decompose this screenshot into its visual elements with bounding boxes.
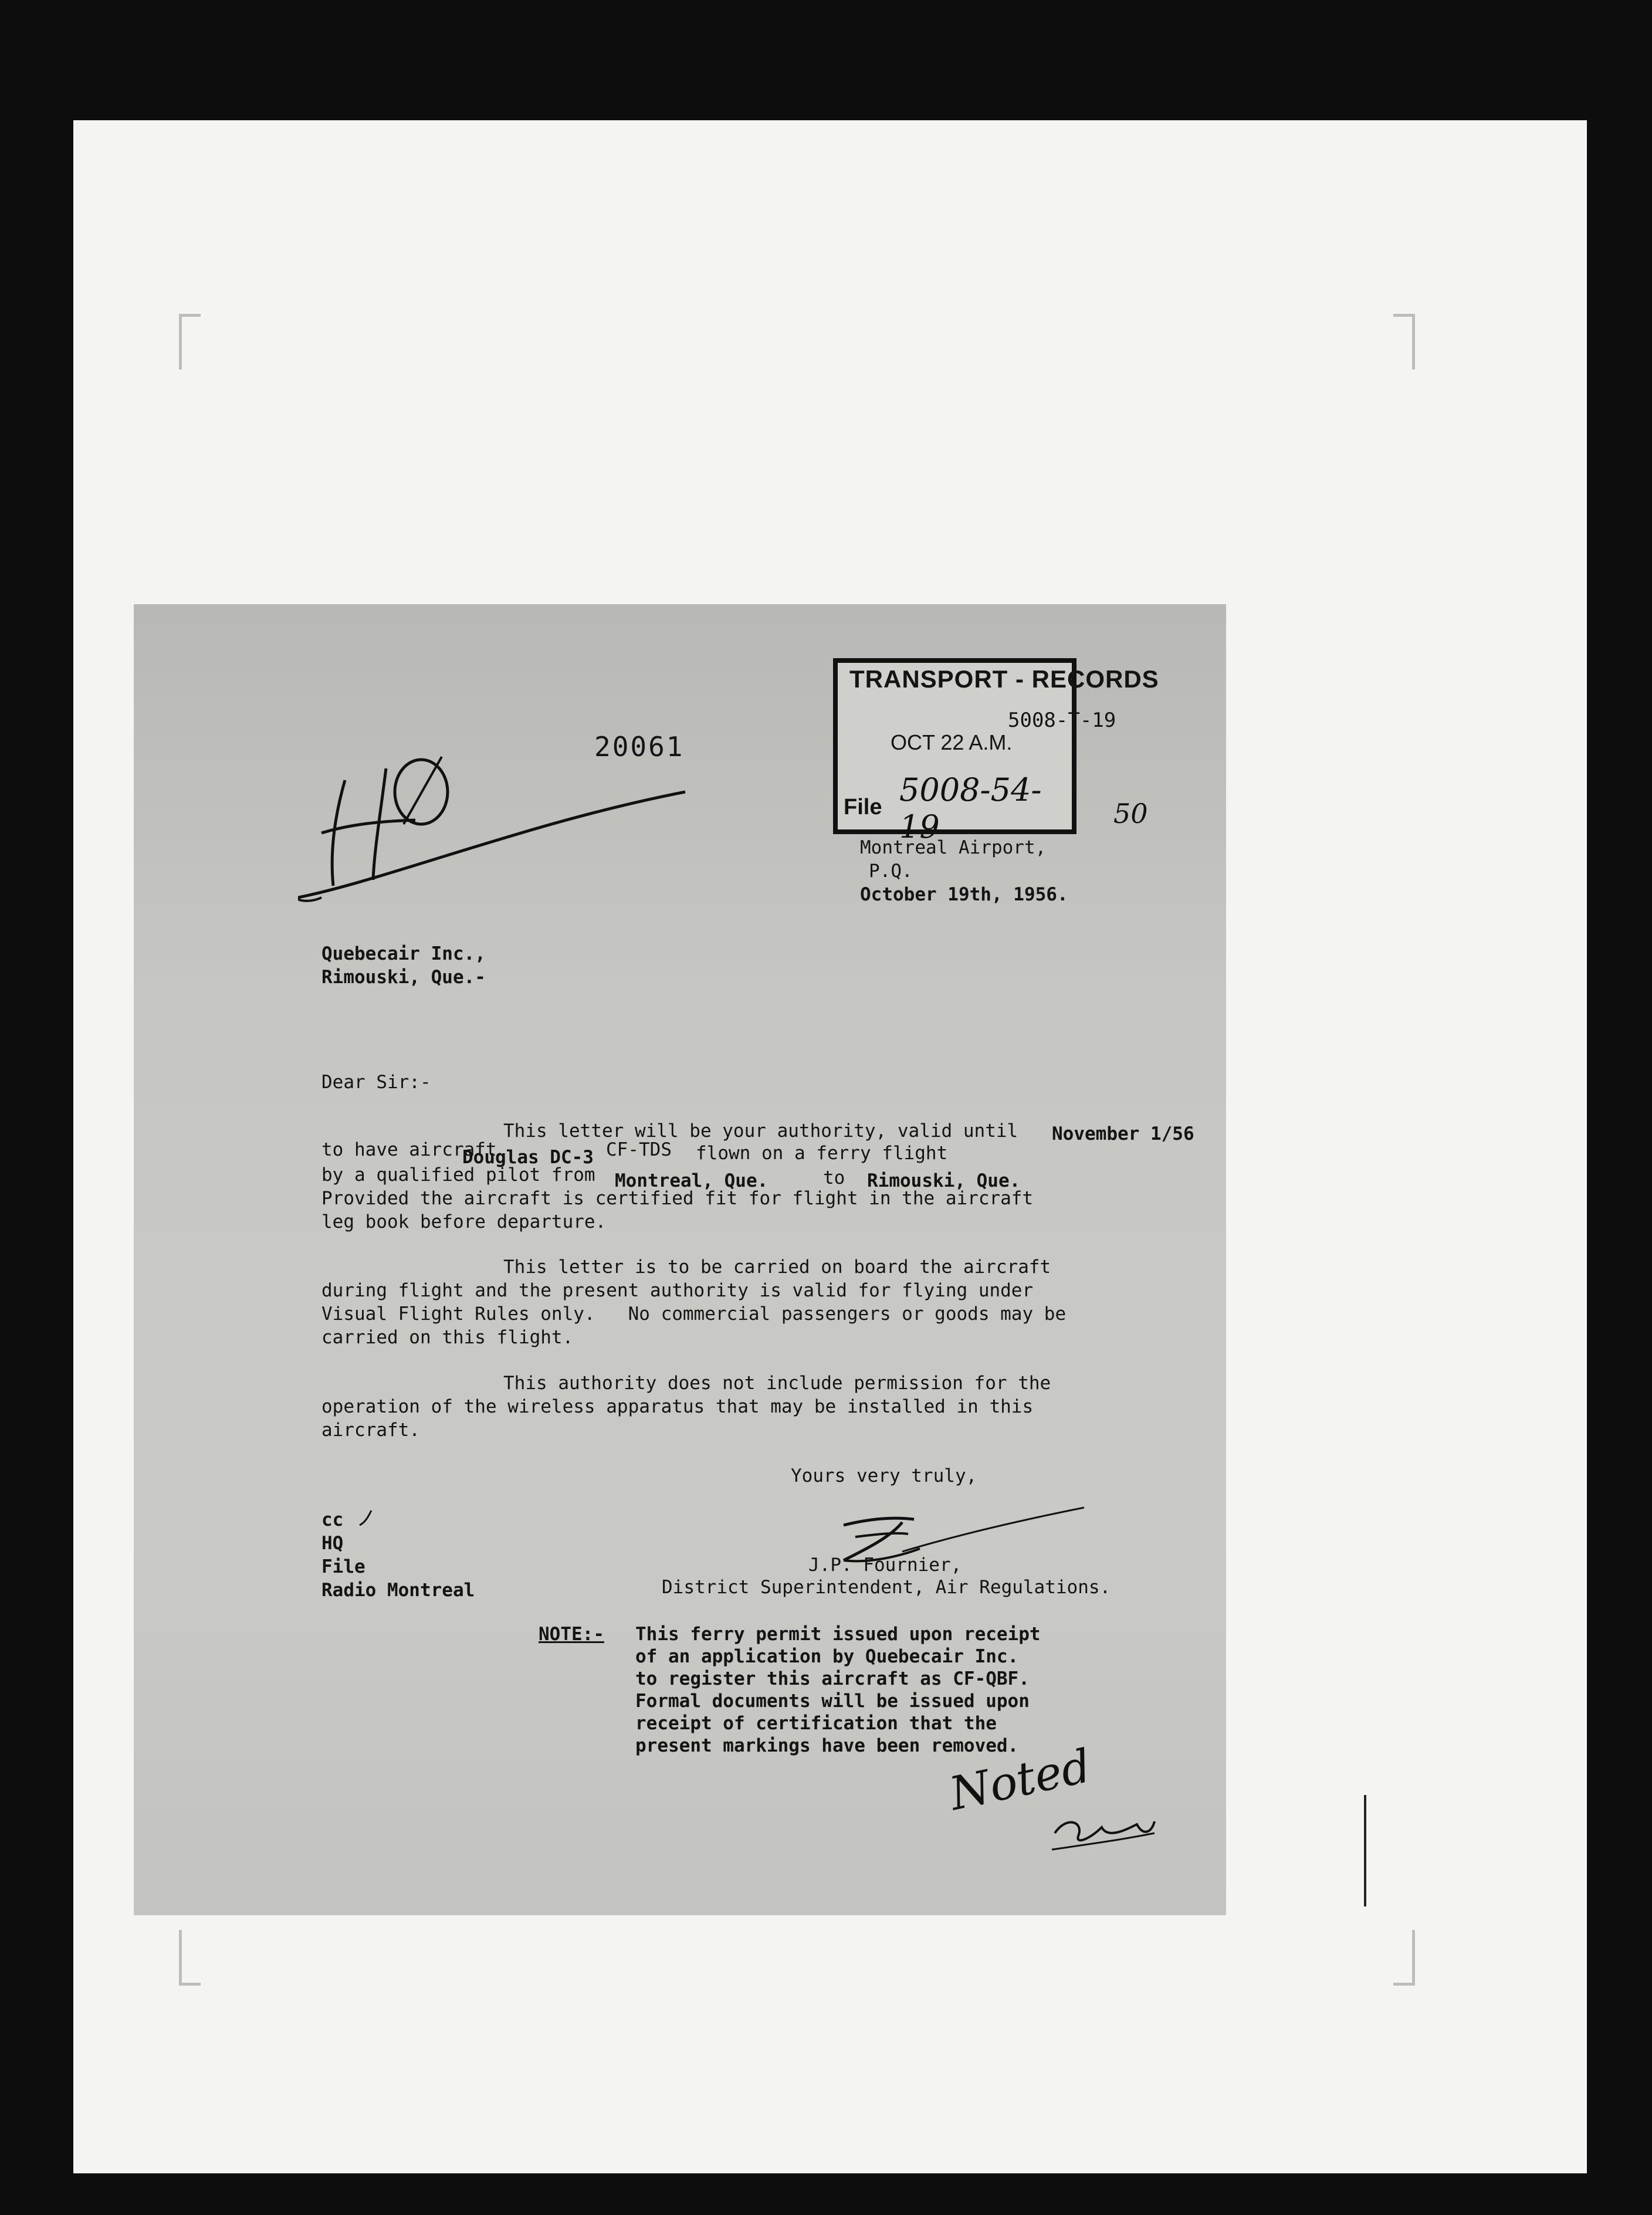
- stamp-file-label: File: [844, 795, 882, 819]
- paragraph1-line1: This letter will be your authority, valid until: [503, 1120, 1018, 1142]
- closing: Yours very truly,: [791, 1465, 977, 1486]
- handwritten-hq: [327, 745, 337, 751]
- transport-records-stamp: [833, 658, 1159, 845]
- aircraft-type: Douglas DC-3: [462, 1147, 594, 1168]
- valid-until-date: November 1/56: [1052, 1123, 1194, 1144]
- route-from: Montreal, Que.: [615, 1170, 769, 1191]
- recipient-city: Rimouski, Que.-: [321, 967, 486, 988]
- note-line: of an application by Quebecair Inc.: [635, 1646, 1019, 1667]
- route-to: Rimouski, Que.: [867, 1170, 1021, 1191]
- letter-page: [134, 604, 1226, 1915]
- stamp-title: TRANSPORT - RECORDS: [849, 665, 1159, 693]
- margin-mark: [1364, 1795, 1366, 1906]
- note-line: present markings have been removed.: [635, 1735, 1019, 1756]
- paragraph3-line1: This authority does not include permission for the: [503, 1373, 1051, 1394]
- stamp-file-number: 5008-54-19: [899, 771, 1042, 845]
- paragraph2-line1: This letter is to be carried on board the aircraft: [503, 1256, 1051, 1278]
- crop-mark-top-right: [1393, 314, 1415, 370]
- file-number-typed: 5008-T-19: [1008, 709, 1116, 732]
- paragraph1-line2-pre: to have aircraft: [321, 1139, 497, 1160]
- letter-date: October 19th, 1956.: [860, 884, 1068, 905]
- aircraft-registration: CF-TDS: [606, 1139, 672, 1160]
- noted-initials: [1049, 1804, 1160, 1857]
- crop-mark-bottom-left: [179, 1930, 201, 1986]
- paragraph1-line5: leg book before departure.: [321, 1211, 607, 1232]
- paragraph2-line4: carried on this flight.: [321, 1327, 574, 1348]
- cc-label: cc: [321, 1509, 344, 1530]
- cc-item-radio-montreal: Radio Montreal: [321, 1580, 475, 1601]
- note-line: receipt of certification that the: [635, 1713, 997, 1734]
- crop-mark-top-left: [179, 314, 201, 370]
- letterhead-location-2: P.Q.: [869, 861, 913, 882]
- document-number: 20061: [594, 731, 685, 763]
- note-line: This ferry permit issued upon receipt: [635, 1624, 1041, 1645]
- paragraph3-line2: operation of the wireless apparatus that may be installed in this: [321, 1396, 1034, 1417]
- cc-item-file: File: [321, 1556, 365, 1577]
- paragraph1-line4: Provided the aircraft is certified fit for flight in the aircraft: [321, 1188, 1034, 1209]
- crop-mark-bottom-right: [1393, 1930, 1415, 1986]
- signatory-name: J.P. Fournier,: [808, 1554, 962, 1576]
- salutation: Dear Sir:-: [321, 1072, 431, 1093]
- paragraph1-line3-pre: by a qualified pilot from: [321, 1164, 595, 1186]
- route-to-word: to: [823, 1167, 845, 1188]
- letterhead-location-1: Montreal Airport,: [860, 837, 1047, 858]
- stamp-date: OCT 22 A.M.: [891, 730, 1013, 754]
- note-line: to register this aircraft as CF-QBF.: [635, 1668, 1030, 1689]
- cc-item-hq: HQ: [321, 1533, 344, 1554]
- note-label: NOTE:-: [539, 1624, 604, 1645]
- handwritten-fifty: 50: [1113, 798, 1148, 829]
- check-mark: [357, 1508, 374, 1531]
- handwritten-noted: Noted: [945, 1739, 1096, 1821]
- paragraph3-line3: aircraft.: [321, 1420, 420, 1441]
- recipient-name: Quebecair Inc.,: [321, 943, 486, 964]
- signatory-title: District Superintendent, Air Regulations.: [662, 1577, 1111, 1598]
- note-line: Formal documents will be issued upon: [635, 1691, 1030, 1712]
- paragraph1-line2-post: flown on a ferry flight: [696, 1143, 948, 1164]
- paragraph2-line2: during flight and the present authority is valid for flying under: [321, 1280, 1034, 1301]
- paragraph2-line3: Visual Flight Rules only. No commercial passengers or goods may be: [321, 1303, 1067, 1325]
